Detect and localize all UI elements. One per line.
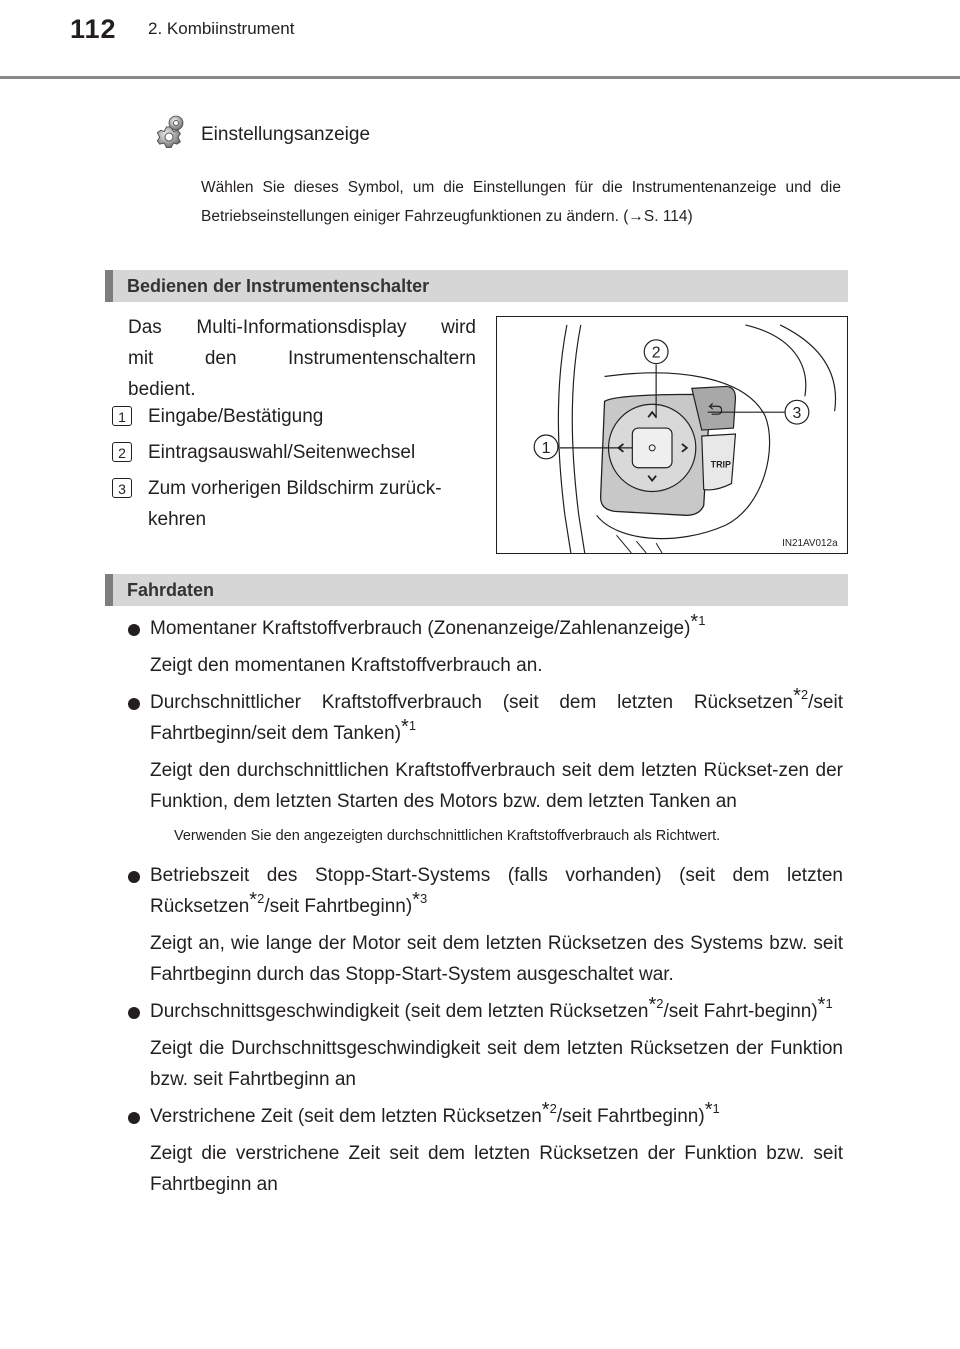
figure-label: 3 (792, 405, 802, 423)
bullet-dot (128, 871, 140, 883)
callout-number: 1 (112, 406, 132, 426)
trip-data-list (128, 613, 843, 1206)
item-description: Zeigt den momentanen Kraftstoffverbrauch an. (150, 655, 543, 676)
page-number: 112 (70, 14, 117, 44)
footnote-ref: *2 (249, 889, 265, 911)
section-heading-trip-data (105, 574, 848, 606)
gears-settings-icon (145, 112, 187, 154)
list-item (128, 687, 843, 749)
item-title: /seit Fahrtbeginn) (556, 1106, 705, 1127)
figure-label: 2 (651, 344, 661, 362)
callout-number: 3 (112, 478, 132, 498)
chapter-title: 2. Kombiinstrument (148, 19, 295, 38)
section-heading-switches (105, 270, 848, 302)
intro-line: bedient. (128, 379, 196, 400)
section-intro (128, 312, 476, 405)
footnote-ref: *1 (704, 1099, 720, 1121)
callout-text: Zum vorherigen Bildschirm zurück-kehren (148, 478, 442, 530)
page-header (0, 0, 960, 80)
bullet-dot (128, 1007, 140, 1019)
steering-switch-illustration (496, 316, 848, 554)
list-item (128, 1101, 843, 1132)
section-accent (105, 270, 113, 302)
item-title: Momentaner Kraftstoffverbrauch (Zonenanzeige/Zahlenanzeige) (150, 618, 691, 639)
list-item (128, 996, 843, 1027)
intro-line: mit den Instrumentenschaltern (128, 348, 476, 369)
bullet-dot (128, 624, 140, 636)
footnote-ref: *2 (541, 1099, 557, 1121)
bullet-dot (128, 698, 140, 710)
section-title: Bedienen der Instrumentenschalter (127, 276, 430, 296)
trip-button-label: TRIP (710, 459, 731, 470)
item-note: Verwenden Sie den angezeigten durchschnittlichen Kraftstoffverbrauch als Richtwert. (174, 828, 721, 844)
item-title: /seit Fahrtbeginn) (264, 896, 413, 917)
footnote-ref: *3 (412, 889, 428, 911)
footnote-ref: *2 (648, 994, 664, 1016)
item-description: Zeigt an, wie lange der Motor seit dem letzten Rücksetzen des Systems bzw. seit Fahrtbeginn durch das Stopp-Start-System ausgeschaltet war. (150, 933, 843, 985)
list-item (128, 860, 843, 922)
item-title: /seit Fahrt-beginn) (663, 1001, 818, 1022)
item-title: Durchschnittsgeschwindigkeit (seit dem letzten Rücksetzen (150, 1001, 649, 1022)
section-title: Fahrdaten (127, 580, 215, 600)
callout-number: 2 (112, 442, 132, 462)
settings-description: Wählen Sie dieses Symbol, um die Einstellungen für die Instrumentenanzeige und die Betriebseinstellungen einiger Fahrzeugfunktionen zu ändern. (→S. 114) (201, 179, 841, 225)
header-divider (0, 76, 960, 79)
footnote-ref: *1 (690, 611, 706, 633)
item-title: Verstrichene Zeit (seit dem letzten Rücksetzen (150, 1106, 542, 1127)
intro-line: Das Multi-Informationsdisplay wird (128, 317, 476, 338)
footnote-ref: *1 (401, 716, 417, 738)
item-description: Zeigt den durchschnittlichen Kraftstoffverbrauch seit dem letzten Rückset-zen der Funktion, dem letzten Starten des Motors bzw. dem letzten Tanken an (150, 760, 843, 812)
list-item (128, 613, 843, 644)
item-title: Betriebszeit des Stopp-Start-Systems (falls vorhanden) (seit dem letzten Rücksetzen (150, 865, 843, 917)
settings-title: Einstellungsanzeige (201, 124, 371, 145)
footnote-ref: *1 (817, 994, 833, 1016)
callout-text: Eingabe/Bestätigung (148, 406, 324, 427)
item-title: Durchschnittlicher Kraftstoffverbrauch (seit dem letzten Rücksetzen (150, 692, 794, 713)
callout-text: Eintragsauswahl/Seitenwechsel (148, 442, 416, 463)
figure-label: 1 (541, 439, 551, 457)
footnote-ref: *2 (793, 685, 809, 707)
bullet-dot (128, 1112, 140, 1124)
item-description: Zeigt die verstrichene Zeit seit dem letzten Rücksetzen der Funktion bzw. seit Fahrtbeginn an (150, 1143, 843, 1195)
section-accent (105, 574, 113, 606)
figure-code: IN21AV012a (782, 538, 838, 550)
item-title: /seit Fahrtbeginn/seit dem Tanken) (150, 692, 843, 744)
item-description: Zeigt die Durchschnittsgeschwindigkeit seit dem letzten Rücksetzen der Funktion bzw. seit Fahrtbeginn an (150, 1038, 843, 1090)
